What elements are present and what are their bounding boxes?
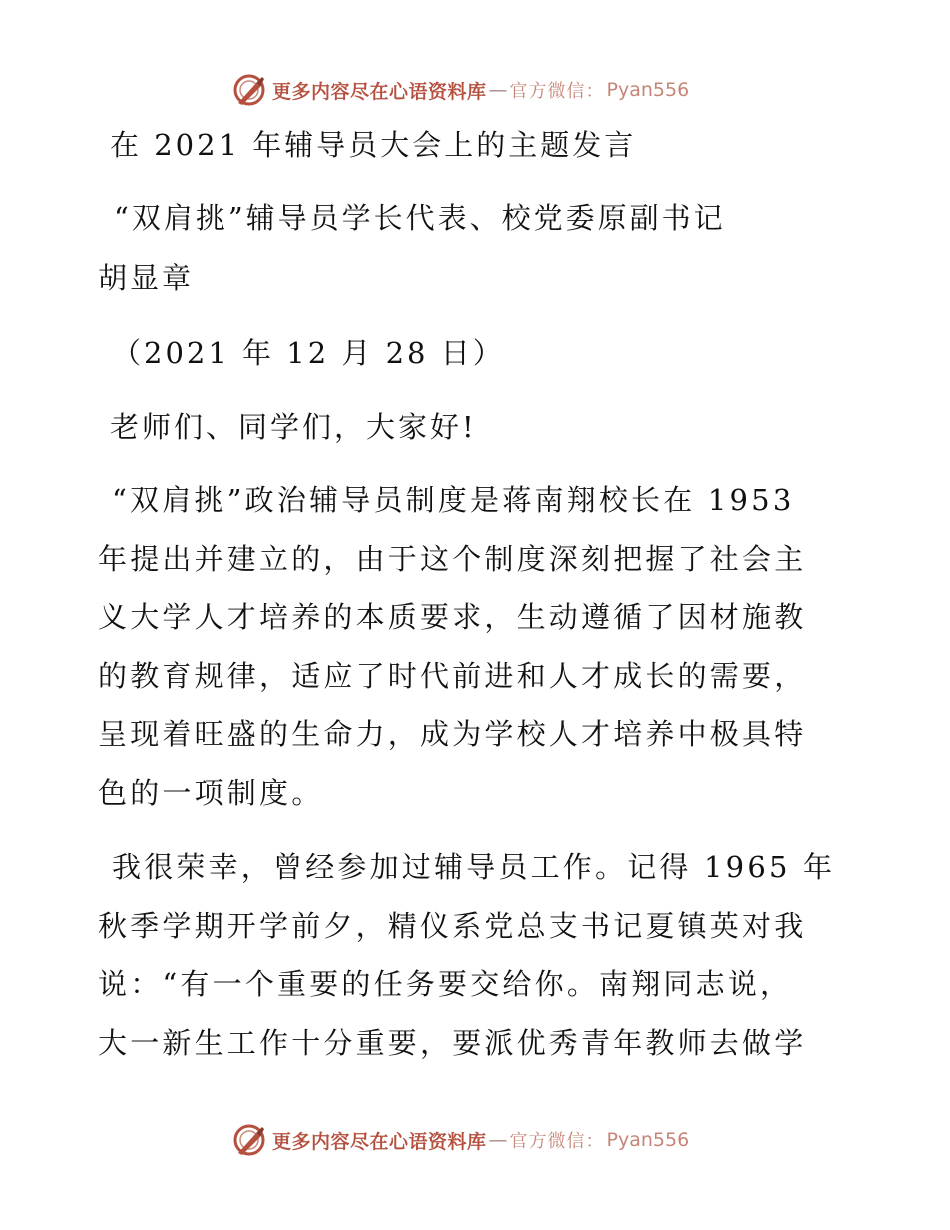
paragraph-line: “双肩挑”政治辅导员制度是蒋南翔校长在 1953 — [112, 483, 795, 517]
paragraph-line: 大一新生工作十分重要，要派优秀青年教师去做学 — [98, 1025, 807, 1060]
paragraph-line: 说：“有一个重要的任务要交给你。南翔同志说， — [98, 967, 793, 1001]
paragraph-line: 义大学人才培养的本质要求，生动遵循了因材施教 — [98, 600, 807, 634]
greeting: 老师们、同学们，大家好! — [110, 410, 477, 444]
header-watermark — [232, 70, 732, 110]
paragraph-line: 我很荣幸，曾经参加过辅导员工作。记得 1965 年 — [112, 850, 836, 884]
watermark-brand-text: 更多内容尽在心语资料库 — [272, 1130, 487, 1153]
paragraph-line: 年提出并建立的，由于这个制度深刻把握了社会主 — [98, 541, 807, 576]
speaker-affiliation: “双肩挑”辅导员学长代表、校党委原副书记 — [114, 201, 726, 235]
watermark-wechat-id: Pyan556 — [606, 1129, 690, 1151]
paragraph-line: 秋季学期开学前夕，精仪系党总支书记夏镇英对我 — [98, 908, 807, 943]
watermark-dash: — — [488, 1129, 508, 1151]
watermark-wechat-id: Pyan556 — [606, 79, 690, 101]
footer-watermark — [232, 1120, 732, 1160]
paragraph-line: 呈现着旺盛的生命力，成为学校人才培养中极具特 — [98, 717, 807, 751]
speaker-name: 胡显章 — [98, 261, 195, 295]
watermark-dash: — — [488, 79, 508, 101]
watermark-brand-text: 更多内容尽在心语资料库 — [272, 80, 487, 103]
watermark-wechat-label: 官方微信： — [509, 81, 605, 102]
paragraph-line: 色的一项制度。 — [98, 775, 324, 810]
document-title: 在 2021 年辅导员大会上的主题发言 — [110, 128, 637, 162]
speech-date: （2021 年 12 月 28 日） — [112, 336, 505, 370]
pen-nib-logo-icon — [232, 73, 266, 107]
pen-nib-logo-icon — [232, 1123, 266, 1157]
paragraph-line: 的教育规律，适应了时代前进和人才成长的需要， — [98, 658, 807, 693]
watermark-wechat-label: 官方微信： — [509, 1131, 605, 1152]
paragraph-2 — [98, 838, 850, 1072]
paragraph-1 — [98, 471, 850, 822]
